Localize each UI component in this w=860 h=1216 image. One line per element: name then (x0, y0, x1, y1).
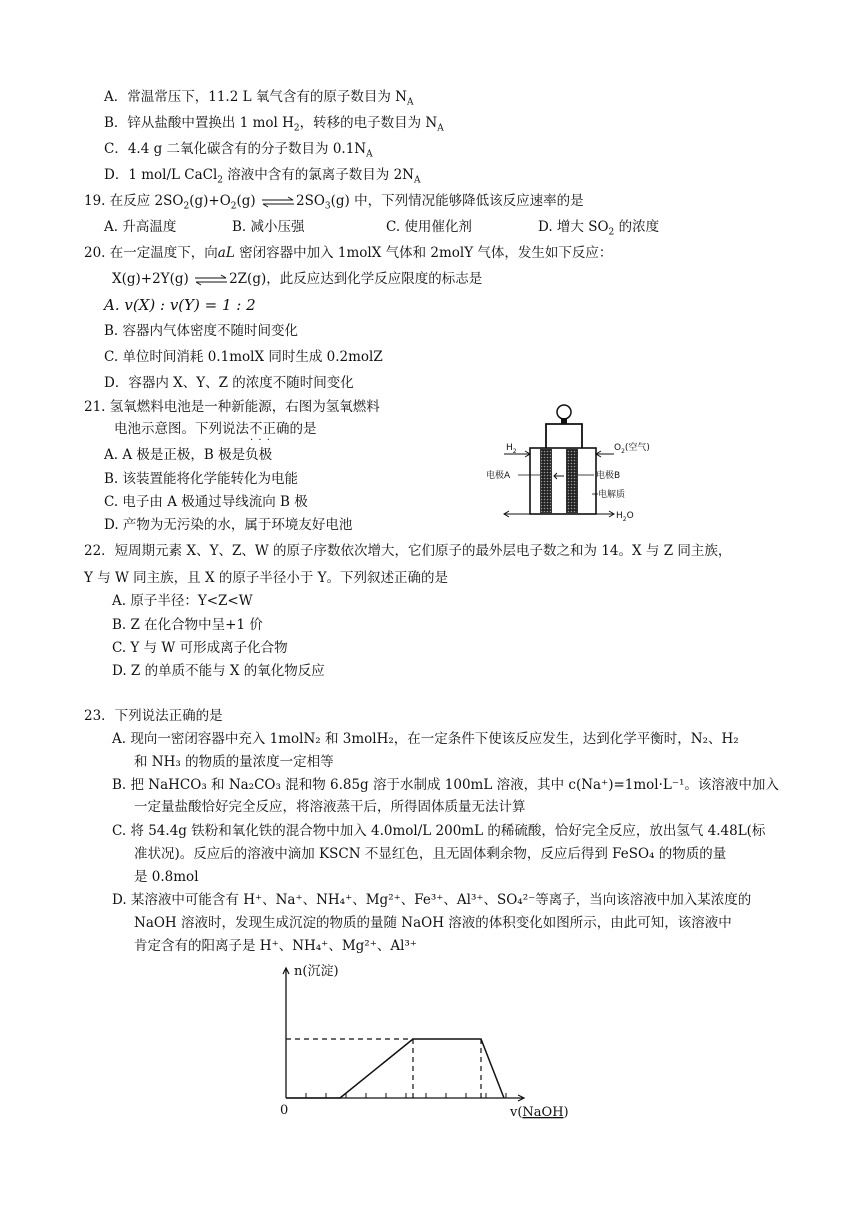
q21-stem-line1: 21. 氢氧燃料电池是一种新能源，右图为氢氧燃料 (84, 399, 380, 415)
q23-option-c-line3: 是 0.8mol (134, 869, 199, 885)
q21-option-d: D. 产物为无污染的水，属于环境友好电池 (104, 517, 353, 533)
q23-option-c-line1: C. 将 54.4g 铁粉和氧化铁的混合物中加入 4.0mol/L 200mL 的稀硫酸，恰好完全反应，放出氢气 4.48L(标 (112, 823, 766, 839)
equilibrium-arrow-icon (261, 197, 295, 207)
precipitate-curve (286, 1039, 504, 1098)
q23-option-b-line2: 一定量盐酸恰好完全反应，将溶液蒸干后，所得固体质量无法计算 (134, 799, 526, 815)
q22-option-d: D. Z 的单质不能与 X 的氧化物反应 (112, 663, 325, 679)
q19-option-b: B. 减小压强 (232, 219, 305, 235)
h2-label: $H_2$ (506, 443, 517, 455)
y-axis-label: n(沉淀) (294, 964, 339, 979)
emphasis-text: 不正确 · · · (249, 420, 290, 438)
q21-option-c: C. 电子由 A 极通过导线流向 B 极 (104, 494, 308, 510)
q18-option-c: C．4.4 g 二氧化碳含有的分子数目为 $0.1N_A$ (104, 141, 373, 160)
q20-option-d: D．容器内 X、Y、Z 的浓度不随时间变化 (104, 375, 354, 391)
q18-option-d: D．1 mol/L CaCl$_2$ 溶液中含有的氯离子数目为 $2N_A$ (104, 167, 421, 186)
q19-option-d: D. 增大 $SO_2$ 的浓度 (538, 219, 660, 238)
q22-stem-line1: 22．短周期元素 X、Y、Z、W 的原子序数依次增大，它们原子的最外层电子数之和为 14。X 与 Z 同主族， (84, 543, 732, 559)
water-label: $H_2O$ (616, 511, 634, 523)
origin-label: 0 (280, 1103, 289, 1118)
q21-option-a: A. A 极是正极，B 极是负极 (104, 447, 273, 463)
q19-option-c: C. 使用催化剂 (386, 219, 472, 235)
q20-equation: X(g)+2Y(g) 2Z(g)，此反应达到化学反应限度的标志是 (112, 271, 483, 287)
q19-option-a: A. 升高温度 (104, 219, 177, 235)
precipitate-graph (272, 958, 592, 1122)
o2-label: $O_2$(空气) (614, 443, 650, 455)
electrolyte-label: 电解质 (598, 490, 626, 500)
q19-stem: 19. 在反应 $2SO_2(g)+O_2(g)$ $2SO_3(g)$ 中，下列情况能够降低该反应速率的是 (84, 193, 584, 212)
q22-option-c: C. Y 与 W 可形成离子化合物 (112, 640, 288, 656)
equilibrium-arrow-icon (194, 275, 228, 285)
q22-stem-line2: Y 与 W 同主族，且 X 的原子半径小于 Y。下列叙述正确的是 (84, 570, 449, 586)
q20-option-a: A. v(X) : v(Y) = 1 : 2 (104, 296, 256, 314)
q23-option-b-line1: B. 把 NaHCO₃ 和 Na₂CO₃ 混和物 6.85g 溶于水制成 100mL 溶液，其中 c(Na⁺)=1mol·L⁻¹。该溶液中加入 (112, 777, 779, 793)
q18-option-a: A．常温常压下，11.2 L 氧气含有的原子数目为 $N_A$ (104, 89, 414, 108)
q20-option-c: C. 单位时间消耗 0.1molX 同时生成 0.2molZ (104, 349, 383, 365)
q23-option-c-line2: 准状况)。反应后的溶液中滴加 KSCN 不显红色，且无固体剩余物，反应后得到 FeSO₄ 的物质的量 (134, 846, 727, 862)
q23-option-a-line1: A. 现向一密闭容器中充入 1molN₂ 和 3molH₂，在一定条件下使该反应发生，达到化学平衡时，N₂、H₂ (112, 731, 739, 747)
lightbulb-icon (557, 405, 571, 419)
x-axis-label: v(NaOH) (510, 1105, 569, 1120)
q20-option-b: B. 容器内气体密度不随时间变化 (104, 323, 299, 339)
q21-stem-line2: 电池示意图。下列说法不正确 · · ·的是 (114, 420, 317, 438)
electrode-b-label: 电极B (596, 471, 621, 481)
q20-stem: 20. 在一定温度下，向aL 密闭容器中加入 1molX 气体和 2molY 气体，发生如下反应： (84, 245, 613, 261)
q22-option-b: B. Z 在化合物中呈+1 价 (112, 617, 263, 633)
electrode-a-label: 电极A (486, 471, 511, 481)
fuel-cell-diagram (486, 402, 650, 526)
q23-option-d-line2: NaOH 溶液时，发现生成沉淀的物质的量随 NaOH 溶液的体积变化如图所示，由此可知，该溶液中 (134, 915, 732, 931)
q23-option-d-line3: 肯定含有的阳离子是 H⁺、NH₄⁺、Mg²⁺、Al³⁺ (134, 938, 417, 954)
q23-stem: 23．下列说法正确的是 (84, 708, 223, 724)
q23-option-d-line1: D. 某溶液中可能含有 H⁺、Na⁺、NH₄⁺、Mg²⁺、Fe³⁺、Al³⁺、SO₄²⁻等离子，当向该溶液中加入某浓度的 (112, 892, 752, 908)
q23-option-a-line2: 和 NH₃ 的物质的量浓度一定相等 (134, 754, 334, 770)
q21-option-b: B. 该装置能将化学能转化为电能 (104, 471, 299, 487)
q22-option-a: A. 原子半径：Y<Z<W (112, 593, 253, 609)
q18-option-b: B．锌从盐酸中置换出 1 mol $H_2$，转移的电子数目为 $N_A$ (104, 115, 444, 134)
